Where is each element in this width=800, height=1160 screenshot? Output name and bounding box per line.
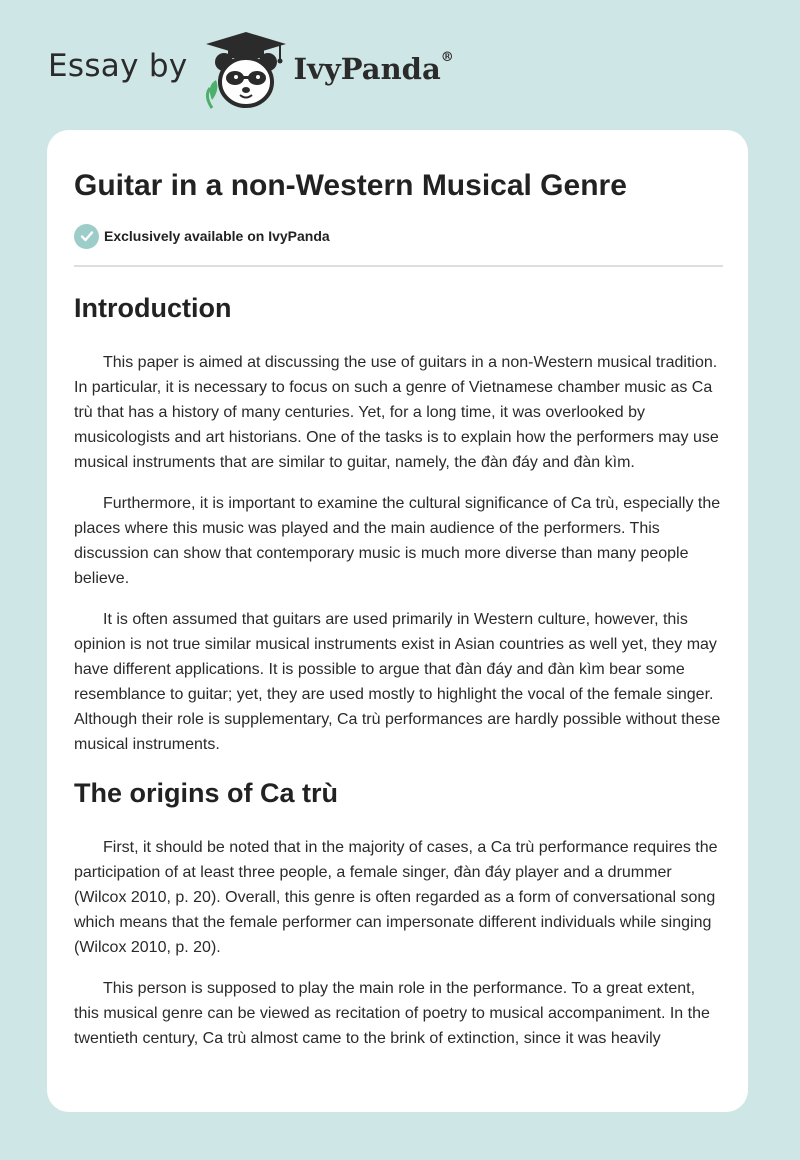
paragraph: Furthermore, it is important to examine the cultural significance of Ca trù, especially the places where this music was played and the main audience of the performers. This discussion can show that contemporary music is much more diverse than many people believe. bbox=[74, 495, 721, 587]
section-heading: Introduction bbox=[74, 293, 232, 323]
exclusive-badge bbox=[74, 223, 721, 249]
section-introduction bbox=[74, 290, 721, 757]
panda-logo-icon bbox=[202, 30, 290, 110]
brand-prefix: Essay by bbox=[48, 48, 188, 84]
paragraph: First, it should be noted that in the majority of cases, a Ca trù performance requires the participation of at least three people, a female singer, đàn đáy player and a drummer (Wilcox 2010, p. 20). Overall, this genre is often regarded as a form of conversational song which means that the female performer can impersonate different individuals while singing (Wilcox 2010, p. 20). bbox=[74, 839, 718, 956]
section-origins bbox=[74, 775, 721, 1051]
check-circle-icon bbox=[74, 224, 99, 249]
paragraph: It is often assumed that guitars are used primarily in Western culture, however, this opinion is not true similar musical instruments exist in Asian countries as well yet, they may have different applications. It is possible to argue that đàn đáy and đàn kìm bear some resemblance to guitar; yet, they are used mostly to highlight the vocal of the female singer. Although their role is supplementary, Ca trù performances are hardly possible without these musical instruments. bbox=[74, 611, 721, 753]
paragraph: This person is supposed to play the main role in the performance. To a great extent, this musical genre can be viewed as recitation of poetry to musical accompaniment. In the twentieth century, Ca trù almost came to the brink of extinction, since it was heavily bbox=[74, 980, 710, 1047]
title-divider bbox=[74, 265, 723, 267]
registered-mark: ® bbox=[440, 50, 454, 65]
brand-name bbox=[294, 52, 454, 86]
essay-title: Guitar in a non-Western Musical Genre bbox=[74, 169, 627, 202]
section-heading: The origins of Ca trù bbox=[74, 778, 339, 808]
essay-card bbox=[47, 130, 748, 1112]
exclusive-badge-text: Exclusively available on IvyPanda bbox=[104, 228, 330, 244]
paragraph: This paper is aimed at discussing the use of guitars in a non-Western musical tradition. In particular, it is necessary to focus on such a genre of Vietnamese chamber music as Ca trù that has a history of many centuries. Yet, for a long time, it was overlooked by musicologists and art historians. One of the tasks is to explain how the performers may use musical instruments that are similar to guitar, namely, the đàn đáy and đàn kìm. bbox=[74, 354, 719, 471]
brand-name-text: IvyPanda bbox=[293, 52, 441, 86]
checkmark-icon bbox=[80, 229, 94, 243]
brand-header[interactable] bbox=[48, 30, 508, 110]
